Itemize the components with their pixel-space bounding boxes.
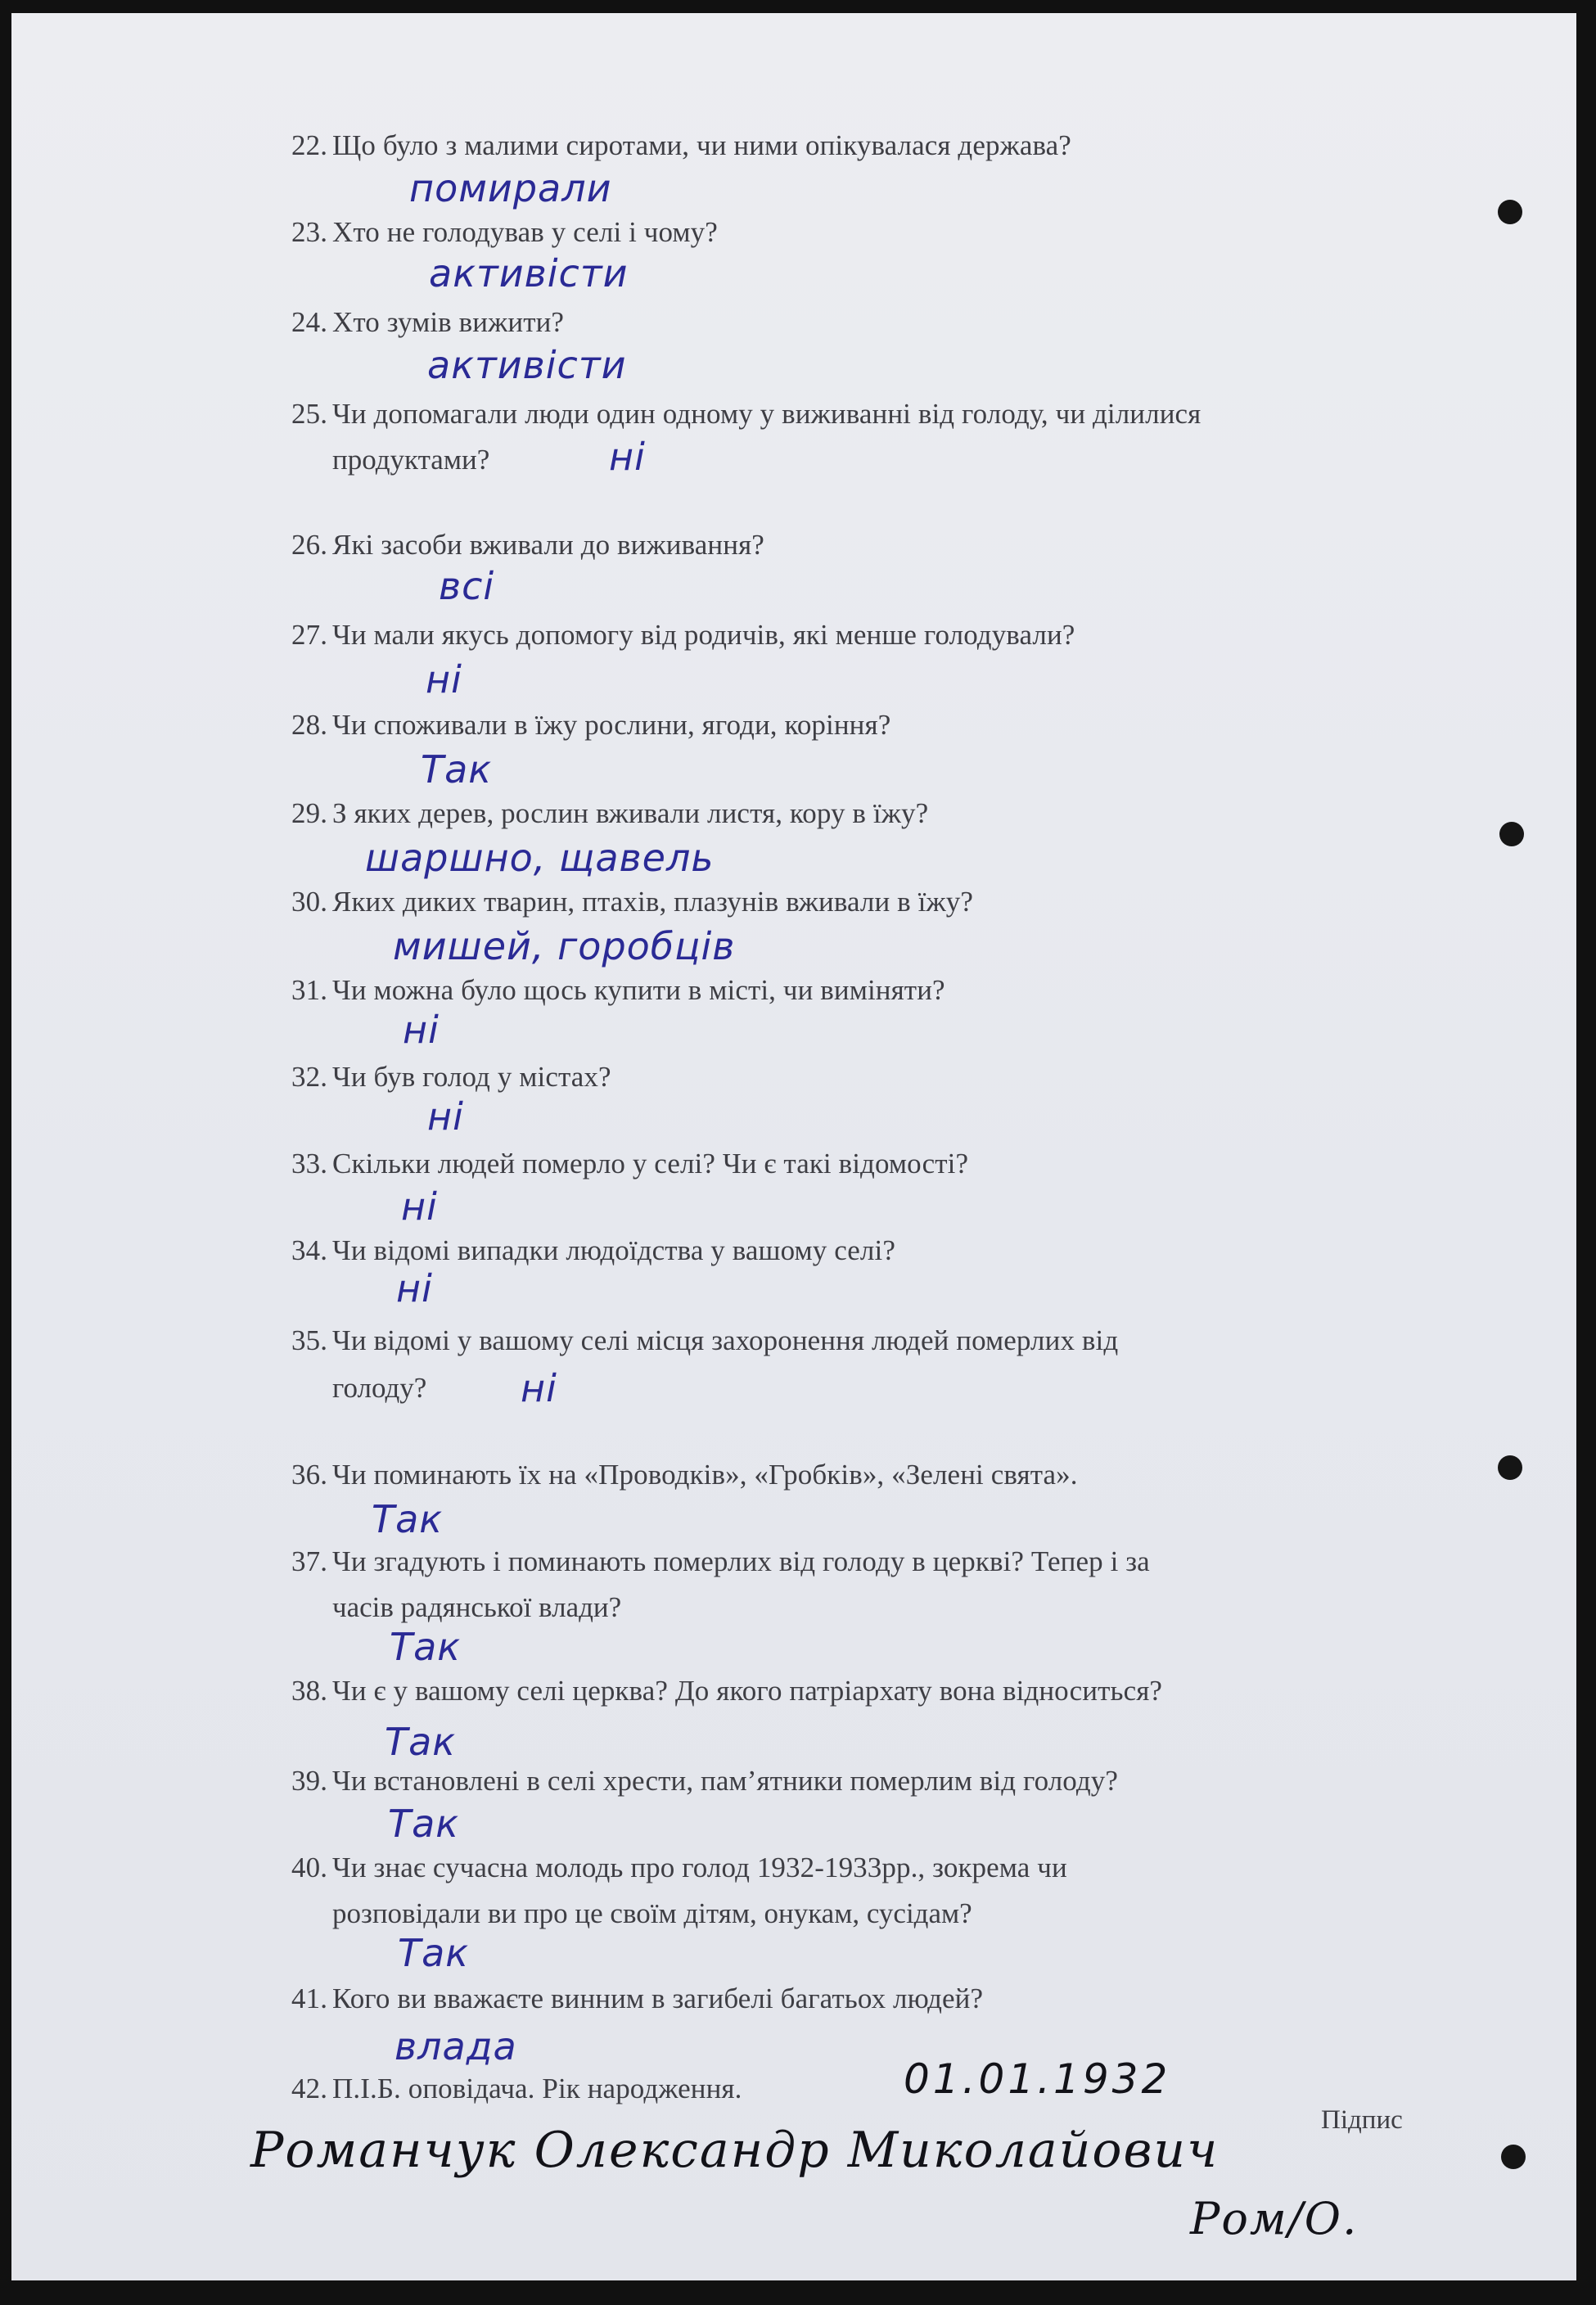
question-text: Чи можна було щось купити в місті, чи виміняти? [332,974,945,1006]
answer-29: шаршно, щавель [365,836,715,880]
question-33 [291,1141,1519,1187]
question-26 [291,522,1519,568]
question-37 [291,1539,1519,1585]
question-text: Чи мали якусь допомогу від родичів, які менше голодували? [332,619,1075,651]
question-text: Яких диких тварин, птахів, плазунів вживали в їжу? [332,886,973,918]
answer-40: Так [398,1931,470,1975]
questionnaire-page [11,13,1576,2280]
answer-28: Так [421,747,493,792]
question-32 [291,1054,1519,1100]
question-34 [291,1228,1519,1274]
signature-label: Підпис [1321,2105,1403,2135]
answer-39: Так [388,1802,460,1846]
question-39 [291,1758,1519,1804]
question-25-continuation: продуктами? [332,444,490,476]
question-text: Чи згадують і поминають померлих від голоду в церкві? Тепер і за [332,1545,1150,1577]
answer-36: Так [372,1497,444,1541]
question-number: 30. [291,886,328,918]
question-37-continuation: часів радянської влади? [332,1591,622,1623]
question-24 [291,300,1519,345]
question-number: 25. [291,398,328,430]
answer-27: ні [426,657,462,701]
question-number: 34. [291,1234,328,1266]
question-text: Чи є у вашому селі церква? До якого патріархату вона відноситься? [332,1675,1163,1707]
question-number: 37. [291,1545,328,1577]
answer-22: помирали [409,166,612,210]
question-text: Які засоби вживали до виживання? [332,529,764,561]
question-text: Чи споживали в їжу рослини, ягоди, коріння? [332,709,891,741]
question-text: Кого ви вважаєте винним в загибелі багатьох людей? [332,1982,984,2014]
question-number: 36. [291,1459,328,1491]
answer-24: активісти [427,343,627,387]
question-28 [291,702,1519,748]
answer-35: ні [521,1366,557,1410]
question-text: Хто зумів вижити? [332,306,565,338]
answer-37: Так [390,1625,462,1669]
question-27 [291,612,1519,658]
question-number: 38. [291,1675,328,1707]
question-40 [291,1845,1519,1891]
question-text: Що було з малими сиротами, чи ними опікувалася держава? [332,129,1071,161]
question-number: 24. [291,306,328,338]
question-number: 41. [291,1982,328,2014]
question-text: Чи встановлені в селі хрести, пам’ятники померлим від голоду? [332,1765,1119,1797]
question-38 [291,1668,1519,1714]
question-number: 39. [291,1765,328,1797]
punch-hole [1501,2145,1526,2169]
question-text: Чи відомі випадки людоїдства у вашому селі? [332,1234,895,1266]
question-number: 27. [291,619,328,651]
question-number: 42. [291,2073,328,2104]
narrator-name-handwritten: Романчук Олександр Миколайович [250,2122,1220,2179]
question-number: 29. [291,797,328,829]
question-22 [291,123,1519,169]
question-number: 33. [291,1148,328,1180]
question-23 [291,210,1519,255]
question-35 [291,1318,1519,1364]
question-text: П.І.Б. оповідача. Рік народження. [332,2073,742,2104]
answer-23: активісти [429,251,629,295]
question-41 [291,1976,1519,2022]
question-number: 40. [291,1852,328,1883]
birth-date-handwritten: 01.01.1932 [904,2055,1171,2103]
question-35-continuation: голоду? [332,1372,427,1404]
question-number: 22. [291,129,328,161]
question-text: Чи поминають їх на «Проводків», «Гробків», «Зелені свята». [332,1459,1078,1491]
question-text: Чи відомі у вашому селі місця захоронення людей померлих від [332,1324,1119,1356]
answer-31: ні [403,1008,440,1052]
question-number: 31. [291,974,328,1006]
signature-mark: Ром/О. [1190,2193,1359,2244]
answer-26: всі [439,564,495,608]
question-number: 23. [291,216,328,248]
question-number: 26. [291,529,328,561]
question-36 [291,1452,1519,1498]
answer-41: влада [394,2024,517,2068]
question-number: 35. [291,1324,328,1356]
answer-33: ні [401,1184,438,1229]
answer-32: ні [427,1094,464,1139]
question-30 [291,879,1519,925]
question-text: Скільки людей померло у селі? Чи є такі відомості? [332,1148,969,1180]
question-25 [291,391,1519,437]
question-text: З яких дерев, рослин вживали листя, кору в їжу? [332,797,929,829]
question-number: 28. [291,709,328,741]
question-text: Чи знає сучасна молодь про голод 1932-1933рр., зокрема чи [332,1852,1067,1883]
question-31 [291,968,1519,1013]
question-number: 32. [291,1061,328,1093]
question-40-continuation: розповідали ви про це своїм дітям, онукам, сусідам? [332,1897,972,1929]
answer-38: Так [385,1720,457,1764]
answer-30: мишей, горобців [393,924,736,968]
question-text: Чи був голод у містах? [332,1061,611,1093]
answer-34: ні [396,1266,433,1310]
question-text: Чи допомагали люди один одному у виживанні від голоду, чи ділилися [332,398,1202,430]
question-text: Хто не голодував у селі і чому? [332,216,718,248]
question-29 [291,791,1519,837]
answer-25: ні [609,435,646,479]
